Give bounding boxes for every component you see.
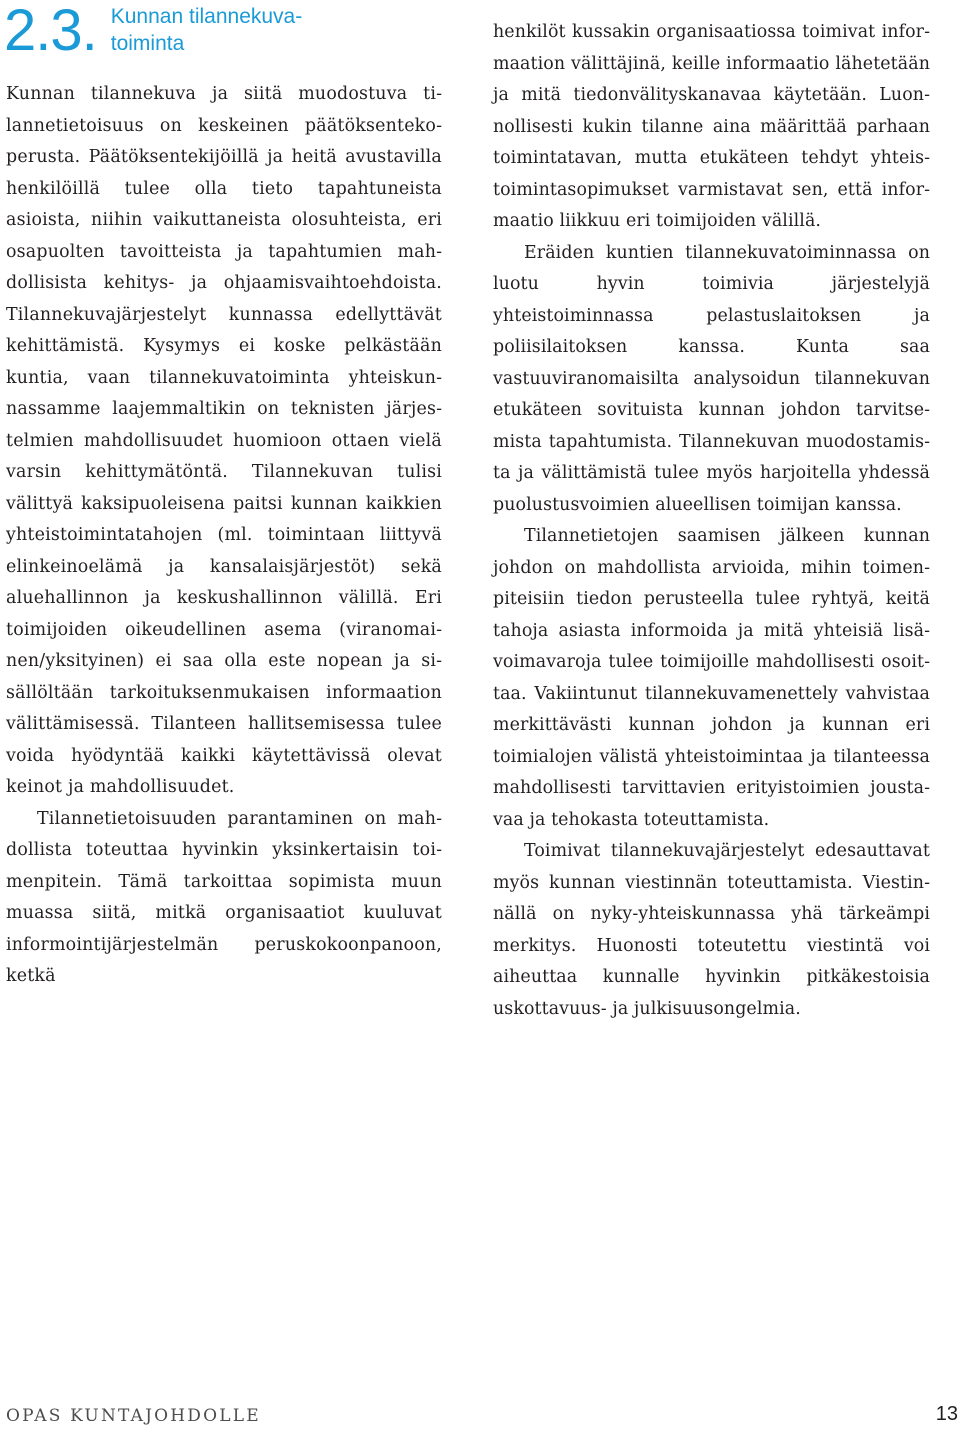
page-number: 13 [935, 1403, 958, 1425]
section-heading [4, 0, 371, 62]
section-title [111, 3, 371, 57]
footer-publication-label: OPAS KUNTAJOHDOLLE [6, 1406, 261, 1426]
section-title-line2: toiminta [110, 32, 185, 55]
left-paragraph-2: Tilannetietoisuuden parantaminen on mahdollista toteuttaa hyvinkin yksinkertaisin toimenpitein. Tämä tarkoittaa sopimista muun muassa siitä, mitkä organisaatiot kuuluvat informointijärjestelmän peruskokoonpanoon, ketkä [6, 808, 442, 986]
right-column [493, 17, 930, 1025]
section-number: 2.3. [4, 0, 97, 63]
right-paragraph-4: Toimivat tilannekuvajärjestelyt edesauttavat myös kunnan viestinnän toteuttamista. Viestinnällä on nyky-yhteiskunnassa yhä tärkeämpi merkitys. Huonosti toteutettu viestintä voi aiheuttaa kunnalle hyvinkin pitkäkestoisia uskottavuus- ja julkisuusongelmia. [493, 841, 930, 1019]
right-paragraph-3: Tilannetietojen saamisen jälkeen kunnan johdon on mahdollista arvioida, mihin toimenpiteisiin tiedon perusteella tulee ryhtyä, keitä tahoja asiasta informoida ja mitä yhteisiä lisävoimavaroja tulee toimijoille mahdollisesti osoittaa. Vakiintunut tilannekuvamenettely vahvistaa merkittävästi kunnan johdon ja kunnan eri toimialojen välistä yhteistoimintaa ja tilanteessa mahdollisesti tarvittavien erityistoimien joustavaa ja tehokasta toteuttamista. [493, 526, 930, 830]
left-column [6, 79, 442, 993]
section-title-line1: Kunnan tilannekuva- [110, 5, 303, 28]
right-paragraph-2: Eräiden kuntien tilannekuvatoiminnassa on luotu hyvin toimivia järjestelyjä yhteistoiminnassa pelastuslaitoksen ja poliisilaitoksen kanssa. Kunta saa vastuuviranomaisilta analysoidun tilannekuvan etukäteen sovituista kunnan johdon tarvitsemista tapahtumista. Tilannekuvan muodostamista ja välittämistä tulee myös harjoitella yhdessä puolustusvoimien alueellisen toimijan kanssa. [493, 242, 930, 515]
left-paragraph-1: Kunnan tilannekuva ja siitä muodostuva tilannetietoisuus on keskeinen päätöksentekoperusta. Päätöksentekijöillä ja heitä avustavilla henkilöillä tulee olla tieto tapahtuneista asioista, niihin vaikuttaneista olosuhteista, eri osapuolten tavoitteista ja tapahtumien mahdollisista kehitys- ja ohjaamisvaihtoehdoista. Tilannekuvajärjestelyt kunnassa edellyttävät kehittämistä. Kysymys ei koske pelkästään kuntia, vaan tilannekuvatoiminta yhteiskunnassamme laajemmaltikin on teknisten järjestelmien mahdollisuudet huomioon ottaen vielä varsin kehittymätöntä. Tilannekuvan tulisi välittyä kaksipuoleisena paitsi kunnan kaikkien yhteistoimintatahojen (ml. toimintaan liittyvä elinkeinoelämä ja kansalaisjärjestöt) sekä aluehallinnon ja keskushallinnon välillä. Eri toimijoiden oikeudellinen asema (viranomainen/yksityinen) ei saa olla este nopean ja sisällöltään tarkoituksenmukaisen informaation välittämisessä. Tilanteen hallitsemisessa tulee voida hyödyntää kaikki käytettävissä olevat keinot ja mahdollisuudet. [6, 84, 442, 797]
right-paragraph-1: henkilöt kussakin organisaatiossa toimivat informaation välittäjinä, keille informaatio lähetetään ja mitä tiedonvälityskanavaa käytetään. Luonnollisesti kukin tilanne aina määrittää parhaan toimintatavan, mutta etukäteen tehdyt yhteistoimintasopimukset varmistavat sen, että informaatio liikkuu eri toimijoiden välillä. [493, 22, 930, 231]
